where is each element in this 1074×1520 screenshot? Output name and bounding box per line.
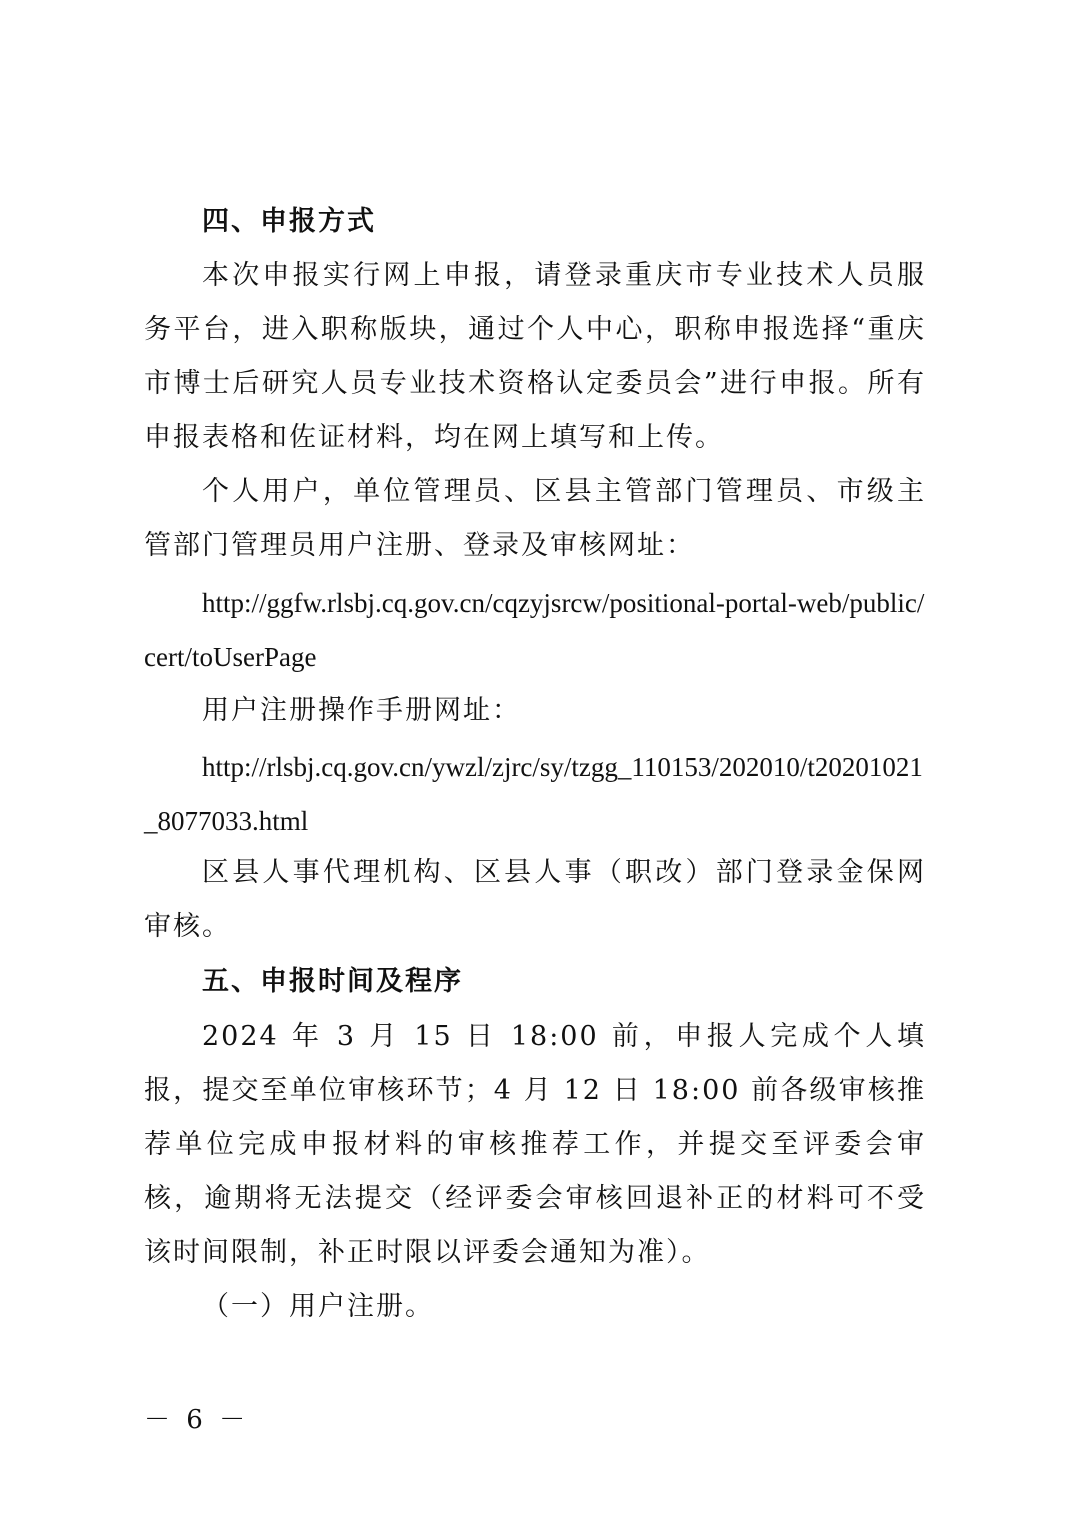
url-user-manual: http://rlsbj.cq.gov.cn/ywzl/zjrc/sy/tzgg_110153/202010/t20201021_8077033.html	[144, 752, 923, 836]
page-number: － 6 －	[144, 1405, 250, 1435]
paragraph-user-types: 个人用户，单位管理员、区县主管部门管理员、市级主管部门管理员用户注册、登录及审核网址：	[144, 476, 926, 561]
url-registration-portal: http://ggfw.rlsbj.cq.gov.cn/cqzyjsrcw/positional-portal-web/public/cert/toUserPage	[144, 588, 925, 672]
section-heading-time-procedure: 五、申报时间及程序	[202, 966, 463, 997]
paragraph-deadlines: 2024 年 3 月 15 日 18:00 前，申报人完成个人填报，提交至单位审核环节；4 月 12 日 18:00 前各级审核推荐单位完成申报材料的审核推荐工作，并提交至评委会审核，逾期将无法提交（经评委会审核回退补正的材料可不受该时间限制，补正时限以评委会通知为准）。	[144, 1021, 926, 1268]
paragraph-district-review: 区县人事代理机构、区县人事（职改）部门登录金保网审核。	[144, 857, 926, 942]
section-heading-application-method: 四、申报方式	[202, 206, 376, 237]
paragraph-user-registration: （一）用户注册。	[202, 1291, 434, 1322]
paragraph-online-application: 本次申报实行网上申报，请登录重庆市专业技术人员服务平台，进入职称版块，通过个人中心，职称申报选择“重庆市博士后研究人员专业技术资格认定委员会”进行申报。所有申报表格和佐证材料，均在网上填写和上传。	[144, 260, 926, 453]
paragraph-manual-label: 用户注册操作手册网址：	[202, 695, 521, 726]
